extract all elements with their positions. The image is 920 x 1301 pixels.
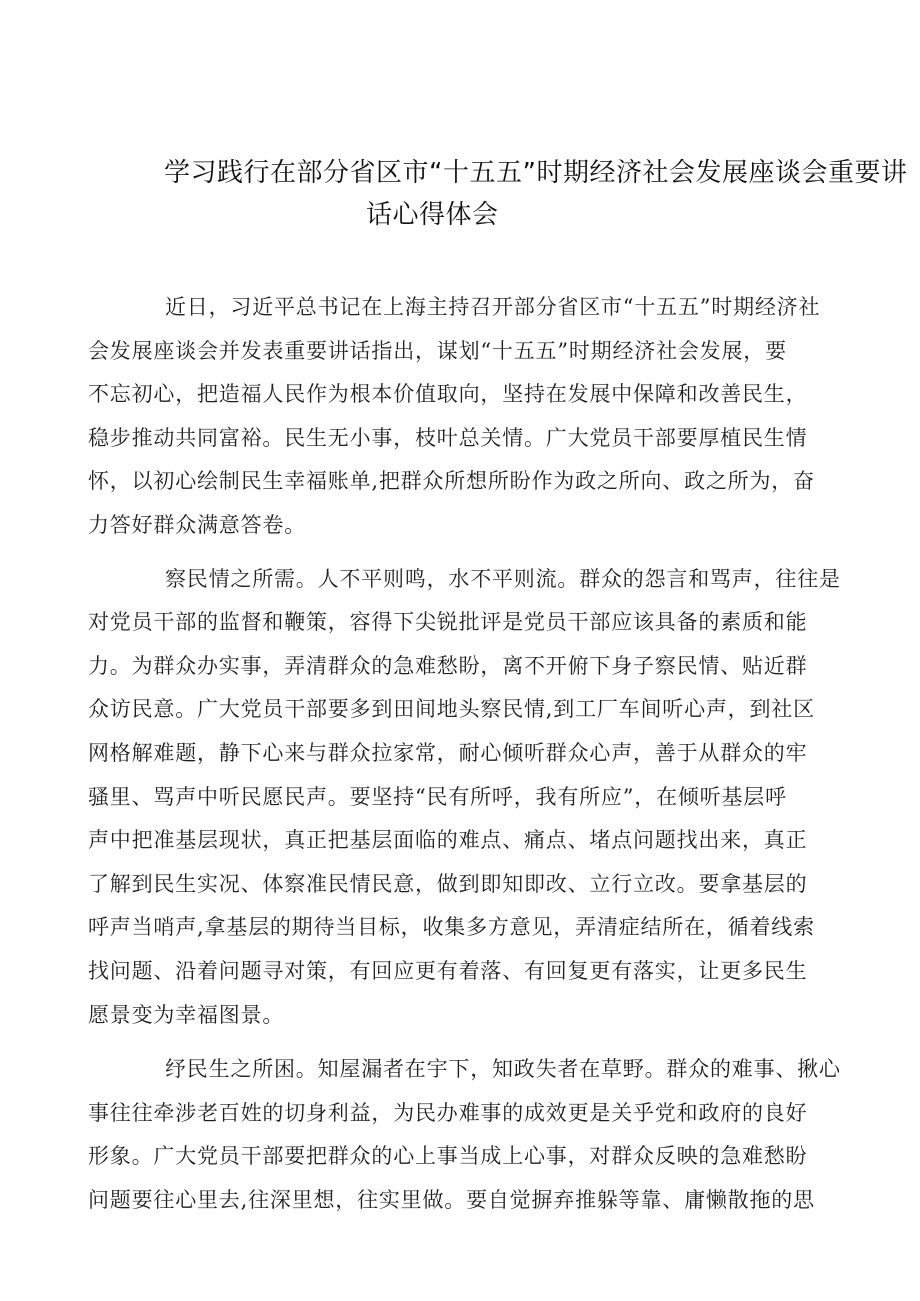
paragraph-3 [88, 1048, 841, 1222]
paragraph-line: 找问题、沿着问题寻对策，有回应更有着落、有回复更有落实，让更多民生 [88, 958, 808, 983]
paragraph-line: 呼声当哨声,拿基层的期待当目标，收集多方意见，弄清症结所在，循着线索 [88, 915, 815, 940]
paragraph-line: 对党员干部的监督和鞭策，容得下尖锐批评是党员干部应该具备的素质和能 [88, 610, 808, 635]
paragraph-line: 怀，以初心绘制民生幸福账单,把群众所想所盼作为政之所向、政之所为，奋 [88, 469, 815, 494]
paragraph-line: 愿景变为幸福图景。 [88, 1002, 285, 1027]
paragraph-line: 网格解难题，静下心来与群众拉家常，耐心倾听群众心声，善于从群众的牢 [88, 740, 808, 765]
paragraph-line: 了解到民生实况、体察准民情民意，做到即知即改、立行立改。要拿基层的 [88, 871, 808, 896]
paragraph-1 [88, 286, 832, 548]
paragraph-line: 力答好群众满意答卷。 [88, 512, 306, 537]
paragraph-line: 事往往牵涉老百姓的切身利益，为民办难事的成效更是关乎党和政府的良好 [88, 1100, 808, 1125]
paragraph-line: 纾民生之所困。知屋漏者在宇下，知政失者在草野。群众的难事、揪心 [165, 1057, 841, 1082]
paragraph-line: 稳步推动共同富裕。民生无小事，枝叶总关情。广大党员干部要厚植民生情 [88, 425, 808, 450]
paragraph-2 [88, 558, 841, 1038]
document-title [150, 152, 908, 236]
paragraph-line: 近日，习近平总书记在上海主持召开部分省区市“十五五”时期经济社 [165, 295, 821, 319]
paragraph-line: 会发展座谈会并发表重要讲话指出，谋划“十五五”时期经济社会发展，要 [88, 338, 787, 363]
paragraph-line: 不忘初心，把造福人民作为根本价值取向，坚持在发展中保障和改善民生， [88, 382, 808, 407]
paragraph-line: 察民情之所需。人不平则鸣，水不平则流。群众的怨言和骂声，往往是 [165, 566, 841, 591]
paragraph-line: 问题要往心里去,往深里想，往实里做。要自觉摒弃推躲等靠、庸懒散拖的思 [88, 1187, 815, 1212]
paragraph-line: 声中把准基层现状，真正把基层面临的难点、痛点、堵点问题找出来，真正 [88, 828, 808, 853]
paragraph-line: 众访民意。广大党员干部要多到田间地头察民情,到工厂车间听心声，到社区 [88, 697, 815, 722]
paragraph-line: 力。为群众办实事，弄清群众的急难愁盼，离不开俯下身子察民情、贴近群 [88, 653, 808, 678]
title-line-1: 学习践行在部分省区市“十五五”时期经济社会发展座谈会重要讲 [164, 158, 908, 188]
title-line-2: 话心得体会 [366, 200, 499, 230]
document-body [88, 286, 841, 1222]
paragraph-line: 骚里、骂声中听民愿民声。要坚持“民有所呼，我有所应”，在倾听基层呼 [88, 784, 787, 809]
paragraph-line: 形象。广大党员干部要把群众的心上事当成上心事，对群众反映的急难愁盼 [88, 1144, 808, 1169]
